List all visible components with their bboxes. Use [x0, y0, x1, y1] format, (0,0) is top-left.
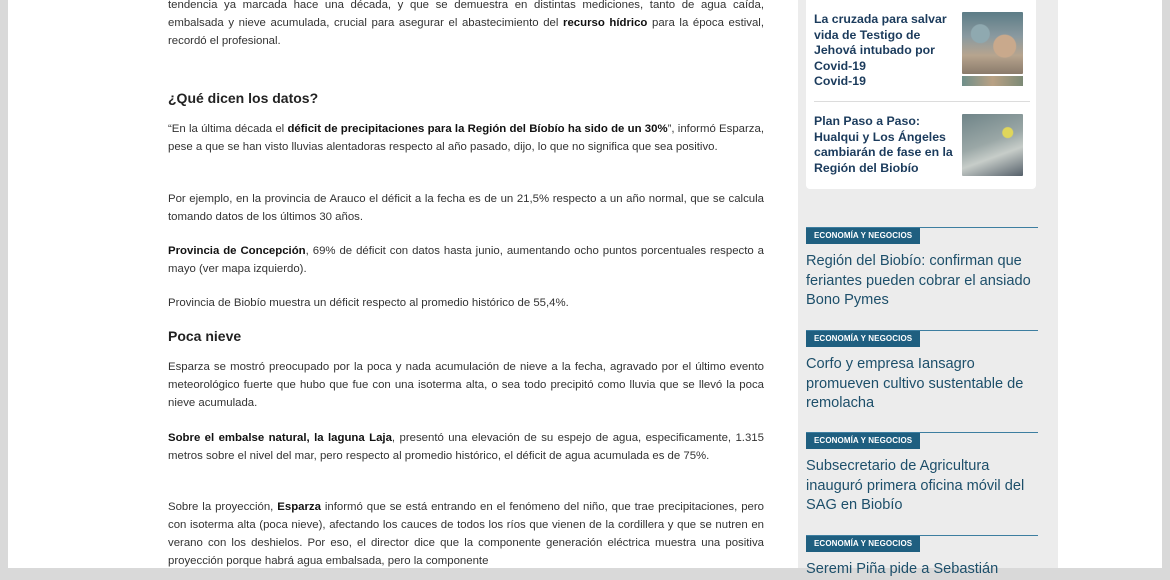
- paragraph-text: ”, informó Esparza, pese a que se han visto lluvias alentadoras respecto al año pasado, dijo, lo que no significa que sea positivo.: [168, 123, 764, 153]
- paragraph-text: , presentó una elevación de su espejo de agua, especificamente, 1.315 metros sobre el nivel del mar, pero respecto al promedio histórico, el déficit de agua acumulada es de 75%.: [168, 432, 764, 462]
- paragraph-text: tendencia ya marcada hace una década, y que se demuestra en distintas mediciones, tanto de agua caída, embalsada y nieve acumulada, crucial para asegurar el abastecimiento del: [168, 0, 764, 29]
- bold-text: recurso hídrico: [563, 17, 648, 29]
- photo-strip: [962, 76, 1023, 86]
- category-tag[interactable]: ECONOMÍA Y NEGOCIOS: [806, 228, 920, 244]
- page: [8, 0, 1162, 577]
- article-paragraph: Provincia de Biobío muestra un déficit respecto al promedio histórico de 55,4%.: [168, 297, 569, 309]
- top-stories-card: [806, 0, 1036, 189]
- article-body: [168, 0, 764, 568]
- bold-text: déficit de precipitaciones para la Región del Bíobío ha sido de un 30%: [287, 123, 668, 135]
- category-tag[interactable]: ECONOMÍA Y NEGOCIOS: [806, 331, 920, 347]
- divider: [814, 101, 1030, 102]
- bold-text: Sobre el embalse natural, la laguna Laja: [168, 432, 392, 444]
- article-paragraph: Esparza se mostró preocupado por la poca y nada acumulación de nieve a la fecha, agravado por el último evento meteorológico fuerte que hubo que fue con una isoterma alta, o sea todo precipitó como lluvia que se llevó la poca nieve acumulada.: [168, 361, 764, 409]
- section-heading-datos: ¿Qué dicen los datos?: [168, 90, 319, 106]
- news-item[interactable]: [806, 330, 1038, 420]
- section-heading-nieve: Poca nieve: [168, 328, 242, 344]
- top-story-tag[interactable]: Covid-19: [814, 74, 866, 88]
- top-story-title[interactable]: La cruzada para salvar vida de Testigo de Jehová intubado por Covid-19: [814, 12, 947, 73]
- category-tag[interactable]: ECONOMÍA Y NEGOCIOS: [806, 536, 920, 552]
- article-paragraph: [168, 0, 764, 50]
- article-paragraph: [168, 429, 764, 465]
- news-item[interactable]: [806, 227, 1038, 317]
- top-story-item[interactable]: [814, 114, 1030, 176]
- street-photo-icon[interactable]: [962, 114, 1023, 176]
- paragraph-text: Sobre la proyección,: [168, 501, 278, 513]
- news-title[interactable]: Seremi Piña pide a Sebastián: [806, 561, 999, 577]
- hospital-photo-icon[interactable]: [962, 12, 1023, 74]
- news-title[interactable]: Subsecretario de Agricultura inauguró primera oficina móvil del SAG en Biobío: [806, 458, 1025, 513]
- paragraph-text: para la época estival, recordó el profesional.: [168, 17, 764, 47]
- news-title[interactable]: Región del Biobío: confirman que feriantes pueden cobrar el ansiado Bono Pymes: [806, 253, 1031, 308]
- article-paragraph: [168, 120, 764, 156]
- paragraph-text: “En la última década el: [168, 123, 288, 135]
- bold-text: Esparza: [277, 501, 321, 513]
- category-tag[interactable]: ECONOMÍA Y NEGOCIOS: [806, 433, 920, 449]
- bold-text: Provincia de Concepción: [168, 245, 306, 257]
- news-item[interactable]: [806, 535, 1038, 577]
- article-paragraph: [168, 242, 764, 278]
- article-paragraph: Por ejemplo, en la provincia de Arauco el déficit a la fecha es de un 21,5% respecto a un año normal, que se calcula tomando datos de los últimos 30 años.: [168, 193, 764, 223]
- paragraph-text: informó que se está entrando en el fenómeno del niño, que trae precipitaciones, pero con isoterma alta (poca nieve), afectando los cauces de todos los ríos que vienen de la cordillera y que se nutren en verano con los deshielos. Por eso, el director dice que la componente generación eléctrica muestra una positiva proyección porque habrá agua embalsada, pero la componente: [168, 501, 764, 567]
- article-paragraph: [168, 498, 764, 570]
- top-story-title[interactable]: Plan Paso a Paso: Hualqui y Los Ángeles cambiarán de fase en la Región del Biobío: [814, 114, 953, 175]
- news-item[interactable]: [806, 432, 1038, 522]
- sidebar: [798, 0, 1058, 577]
- paragraph-text: , 69% de déficit con datos hasta junio, aumentando ocho puntos porcentuales respecto a mayo (ver mapa izquierdo).: [168, 245, 764, 275]
- news-title[interactable]: Corfo y empresa Iansagro promueven cultivo sustentable de remolacha: [806, 356, 1024, 411]
- top-story-item[interactable]: [814, 12, 1030, 90]
